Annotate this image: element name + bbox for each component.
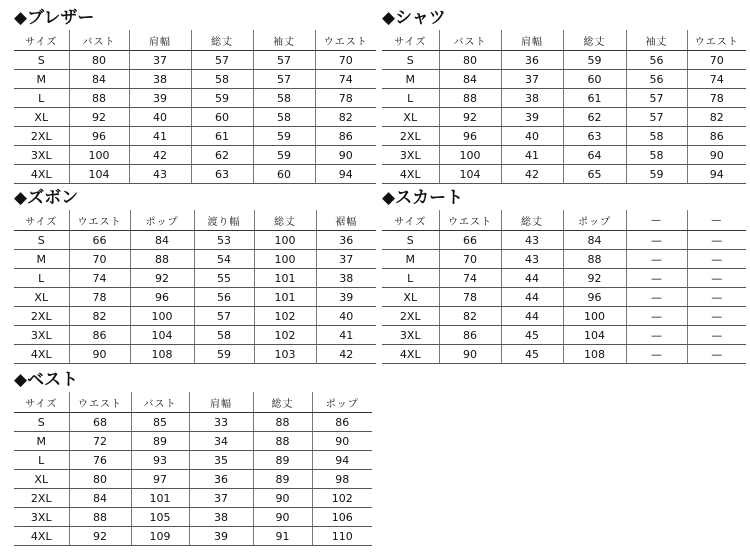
- value-cell: 108: [563, 345, 626, 364]
- value-cell: 85: [131, 413, 189, 432]
- shirt-title: ◆シャツ: [382, 8, 446, 28]
- size-cell: 3XL: [382, 326, 439, 345]
- column-header: ポップ: [312, 392, 372, 413]
- value-cell: 88: [130, 250, 194, 269]
- column-header: ポップ: [130, 210, 194, 231]
- value-cell: 78: [315, 89, 376, 108]
- size-cell: 4XL: [14, 527, 69, 546]
- value-cell: 104: [439, 165, 501, 184]
- value-cell: 86: [312, 413, 372, 432]
- value-cell: 110: [312, 527, 372, 546]
- column-header: サイズ: [382, 30, 439, 51]
- value-cell: 66: [69, 231, 130, 250]
- size-cell: 3XL: [14, 146, 69, 165]
- value-cell: 40: [501, 127, 563, 146]
- value-cell: 101: [131, 489, 189, 508]
- value-cell: 92: [130, 269, 194, 288]
- value-cell: 80: [439, 51, 501, 70]
- value-cell: 64: [563, 146, 626, 165]
- value-cell: 59: [253, 127, 315, 146]
- column-header: 総丈: [563, 30, 626, 51]
- value-cell: 102: [254, 326, 316, 345]
- value-cell: 70: [315, 51, 376, 70]
- table-row: [14, 165, 376, 184]
- value-cell: 44: [501, 269, 563, 288]
- value-cell: 74: [439, 269, 501, 288]
- value-cell: 36: [316, 231, 376, 250]
- value-cell: 36: [501, 51, 563, 70]
- value-cell: 58: [626, 146, 687, 165]
- value-cell: 38: [189, 508, 253, 527]
- value-cell: 39: [501, 108, 563, 127]
- value-cell: 88: [253, 432, 312, 451]
- value-cell: 66: [439, 231, 501, 250]
- value-cell: —: [687, 250, 746, 269]
- table-row: [382, 307, 746, 326]
- header-row: [14, 392, 372, 413]
- column-header: 総丈: [253, 392, 312, 413]
- value-cell: 38: [129, 70, 191, 89]
- table-row: [14, 508, 372, 527]
- value-cell: 106: [312, 508, 372, 527]
- value-cell: 74: [687, 70, 746, 89]
- value-cell: 90: [253, 489, 312, 508]
- value-cell: 82: [315, 108, 376, 127]
- pants-title: ◆ズボン: [14, 188, 79, 208]
- value-cell: 61: [191, 127, 253, 146]
- value-cell: 72: [69, 432, 131, 451]
- value-cell: 78: [69, 288, 130, 307]
- size-cell: S: [382, 231, 439, 250]
- value-cell: 45: [501, 345, 563, 364]
- value-cell: 80: [69, 51, 129, 70]
- size-cell: S: [14, 231, 69, 250]
- value-cell: 96: [69, 127, 129, 146]
- value-cell: 56: [626, 70, 687, 89]
- table-row: [14, 326, 376, 345]
- value-cell: —: [687, 326, 746, 345]
- column-header: ポップ: [563, 210, 626, 231]
- size-cell: L: [14, 451, 69, 470]
- size-cell: M: [14, 432, 69, 451]
- value-cell: 44: [501, 307, 563, 326]
- table-row: [382, 250, 746, 269]
- value-cell: 96: [439, 127, 501, 146]
- value-cell: —: [626, 307, 687, 326]
- size-cell: XL: [382, 288, 439, 307]
- size-cell: 4XL: [14, 165, 69, 184]
- value-cell: 57: [194, 307, 254, 326]
- table-row: [382, 127, 746, 146]
- column-header: サイズ: [382, 210, 439, 231]
- column-header: 袖丈: [626, 30, 687, 51]
- value-cell: 90: [439, 345, 501, 364]
- table-row: [382, 269, 746, 288]
- value-cell: 54: [194, 250, 254, 269]
- column-header: 肩幅: [189, 392, 253, 413]
- value-cell: 41: [316, 326, 376, 345]
- header-row: [382, 210, 746, 231]
- skirt-section: [382, 186, 746, 364]
- size-cell: 2XL: [14, 489, 69, 508]
- value-cell: 101: [254, 269, 316, 288]
- value-cell: 53: [194, 231, 254, 250]
- value-cell: 62: [563, 108, 626, 127]
- value-cell: 101: [254, 288, 316, 307]
- size-cell: 3XL: [382, 146, 439, 165]
- value-cell: 84: [563, 231, 626, 250]
- value-cell: 37: [501, 70, 563, 89]
- table-row: [14, 146, 376, 165]
- value-cell: 42: [129, 146, 191, 165]
- value-cell: 82: [69, 307, 130, 326]
- value-cell: 100: [254, 250, 316, 269]
- value-cell: 59: [194, 345, 254, 364]
- value-cell: 100: [439, 146, 501, 165]
- vest-size-table: [14, 392, 372, 546]
- value-cell: 57: [253, 51, 315, 70]
- value-cell: 88: [439, 89, 501, 108]
- size-cell: XL: [14, 470, 69, 489]
- value-cell: 84: [130, 231, 194, 250]
- value-cell: 89: [253, 470, 312, 489]
- value-cell: 89: [253, 451, 312, 470]
- value-cell: —: [687, 345, 746, 364]
- value-cell: 65: [563, 165, 626, 184]
- value-cell: 58: [626, 127, 687, 146]
- column-header: —: [626, 210, 687, 231]
- column-header: 総丈: [191, 30, 253, 51]
- value-cell: 57: [626, 108, 687, 127]
- value-cell: 70: [687, 51, 746, 70]
- value-cell: 59: [626, 165, 687, 184]
- size-cell: L: [382, 89, 439, 108]
- value-cell: 41: [129, 127, 191, 146]
- value-cell: 86: [439, 326, 501, 345]
- value-cell: 39: [316, 288, 376, 307]
- table-row: [14, 432, 372, 451]
- value-cell: 58: [253, 89, 315, 108]
- value-cell: 58: [194, 326, 254, 345]
- value-cell: 88: [253, 413, 312, 432]
- shirt-size-table: [382, 30, 746, 184]
- value-cell: 100: [254, 231, 316, 250]
- value-cell: 62: [191, 146, 253, 165]
- size-cell: L: [14, 269, 69, 288]
- table-row: [14, 108, 376, 127]
- pants-size-table: [14, 210, 376, 364]
- size-cell: S: [382, 51, 439, 70]
- value-cell: 92: [69, 527, 131, 546]
- value-cell: —: [687, 231, 746, 250]
- column-header: サイズ: [14, 392, 69, 413]
- value-cell: 90: [253, 508, 312, 527]
- value-cell: 96: [130, 288, 194, 307]
- value-cell: 57: [626, 89, 687, 108]
- size-cell: 4XL: [382, 165, 439, 184]
- value-cell: 59: [253, 146, 315, 165]
- value-cell: 92: [439, 108, 501, 127]
- value-cell: —: [626, 326, 687, 345]
- value-cell: 74: [315, 70, 376, 89]
- table-row: [14, 250, 376, 269]
- value-cell: 42: [316, 345, 376, 364]
- value-cell: 78: [687, 89, 746, 108]
- value-cell: 80: [69, 470, 131, 489]
- value-cell: 82: [439, 307, 501, 326]
- value-cell: 60: [563, 70, 626, 89]
- value-cell: 105: [131, 508, 189, 527]
- value-cell: 78: [439, 288, 501, 307]
- value-cell: 86: [69, 326, 130, 345]
- column-header: バスト: [131, 392, 189, 413]
- skirt-title: ◆スカート: [382, 188, 464, 208]
- column-header: ウエスト: [69, 210, 130, 231]
- table-row: [382, 70, 746, 89]
- size-cell: 4XL: [382, 345, 439, 364]
- value-cell: 37: [316, 250, 376, 269]
- value-cell: 90: [315, 146, 376, 165]
- value-cell: 94: [315, 165, 376, 184]
- value-cell: 100: [563, 307, 626, 326]
- table-row: [14, 489, 372, 508]
- size-cell: XL: [14, 288, 69, 307]
- value-cell: 57: [253, 70, 315, 89]
- size-cell: 3XL: [14, 508, 69, 527]
- value-cell: 93: [131, 451, 189, 470]
- value-cell: 34: [189, 432, 253, 451]
- table-row: [14, 51, 376, 70]
- value-cell: 68: [69, 413, 131, 432]
- table-row: [382, 288, 746, 307]
- value-cell: 103: [254, 345, 316, 364]
- value-cell: 37: [129, 51, 191, 70]
- table-row: [382, 51, 746, 70]
- value-cell: 84: [69, 70, 129, 89]
- value-cell: 36: [189, 470, 253, 489]
- value-cell: 98: [312, 470, 372, 489]
- table-row: [14, 451, 372, 470]
- value-cell: 70: [69, 250, 130, 269]
- value-cell: 43: [501, 250, 563, 269]
- size-cell: L: [382, 269, 439, 288]
- value-cell: 84: [439, 70, 501, 89]
- header-row: [14, 30, 376, 51]
- value-cell: 104: [130, 326, 194, 345]
- table-row: [382, 108, 746, 127]
- value-cell: 100: [130, 307, 194, 326]
- value-cell: 55: [194, 269, 254, 288]
- size-cell: 2XL: [14, 127, 69, 146]
- value-cell: 88: [69, 508, 131, 527]
- value-cell: 96: [563, 288, 626, 307]
- value-cell: 37: [189, 489, 253, 508]
- value-cell: 89: [131, 432, 189, 451]
- size-cell: 2XL: [382, 127, 439, 146]
- value-cell: 109: [131, 527, 189, 546]
- column-header: 袖丈: [253, 30, 315, 51]
- value-cell: —: [687, 307, 746, 326]
- column-header: サイズ: [14, 30, 69, 51]
- value-cell: 44: [501, 288, 563, 307]
- pants-section: [14, 186, 376, 364]
- value-cell: 58: [191, 70, 253, 89]
- value-cell: 104: [563, 326, 626, 345]
- value-cell: 33: [189, 413, 253, 432]
- value-cell: 63: [563, 127, 626, 146]
- column-header: 渡り幅: [194, 210, 254, 231]
- column-header: ウエスト: [687, 30, 746, 51]
- value-cell: 40: [129, 108, 191, 127]
- table-row: [14, 231, 376, 250]
- size-cell: 2XL: [14, 307, 69, 326]
- value-cell: 108: [130, 345, 194, 364]
- column-header: ウエスト: [439, 210, 501, 231]
- table-row: [382, 165, 746, 184]
- header-row: [14, 210, 376, 231]
- value-cell: 90: [312, 432, 372, 451]
- table-row: [382, 146, 746, 165]
- shirt-section: [382, 6, 746, 184]
- size-cell: M: [382, 70, 439, 89]
- size-cell: M: [382, 250, 439, 269]
- value-cell: 97: [131, 470, 189, 489]
- table-row: [382, 231, 746, 250]
- value-cell: 60: [253, 165, 315, 184]
- value-cell: 90: [69, 345, 130, 364]
- blazer-title: ◆ブレザー: [14, 8, 95, 28]
- skirt-size-table: [382, 210, 746, 364]
- value-cell: 94: [312, 451, 372, 470]
- value-cell: —: [687, 269, 746, 288]
- value-cell: —: [626, 345, 687, 364]
- value-cell: —: [626, 231, 687, 250]
- column-header: サイズ: [14, 210, 69, 231]
- value-cell: 104: [69, 165, 129, 184]
- value-cell: 63: [191, 165, 253, 184]
- column-header: ウエスト: [69, 392, 131, 413]
- vest-title: ◆ベスト: [14, 370, 79, 390]
- value-cell: 42: [501, 165, 563, 184]
- value-cell: 41: [501, 146, 563, 165]
- value-cell: 59: [191, 89, 253, 108]
- value-cell: 58: [253, 108, 315, 127]
- value-cell: 84: [69, 489, 131, 508]
- header-row: [382, 30, 746, 51]
- value-cell: 43: [501, 231, 563, 250]
- value-cell: 35: [189, 451, 253, 470]
- table-row: [14, 70, 376, 89]
- value-cell: —: [626, 288, 687, 307]
- value-cell: 76: [69, 451, 131, 470]
- table-row: [14, 127, 376, 146]
- table-row: [382, 89, 746, 108]
- size-cell: 3XL: [14, 326, 69, 345]
- table-row: [14, 288, 376, 307]
- value-cell: 57: [191, 51, 253, 70]
- value-cell: 88: [69, 89, 129, 108]
- value-cell: 39: [129, 89, 191, 108]
- value-cell: 92: [563, 269, 626, 288]
- value-cell: 59: [563, 51, 626, 70]
- size-cell: XL: [382, 108, 439, 127]
- value-cell: 45: [501, 326, 563, 345]
- column-header: 裾幅: [316, 210, 376, 231]
- column-header: 総丈: [254, 210, 316, 231]
- value-cell: —: [626, 269, 687, 288]
- size-cell: S: [14, 413, 69, 432]
- table-row: [14, 269, 376, 288]
- value-cell: 92: [69, 108, 129, 127]
- table-row: [14, 345, 376, 364]
- value-cell: 39: [189, 527, 253, 546]
- vest-section: [14, 368, 372, 546]
- value-cell: 86: [687, 127, 746, 146]
- blazer-size-table: [14, 30, 376, 184]
- value-cell: 60: [191, 108, 253, 127]
- size-cell: M: [14, 250, 69, 269]
- size-cell: 4XL: [14, 345, 69, 364]
- value-cell: 88: [563, 250, 626, 269]
- size-cell: L: [14, 89, 69, 108]
- value-cell: 40: [316, 307, 376, 326]
- value-cell: 102: [312, 489, 372, 508]
- column-header: バスト: [439, 30, 501, 51]
- value-cell: —: [687, 288, 746, 307]
- size-cell: XL: [14, 108, 69, 127]
- value-cell: 102: [254, 307, 316, 326]
- column-header: 総丈: [501, 210, 563, 231]
- table-row: [382, 326, 746, 345]
- value-cell: 82: [687, 108, 746, 127]
- value-cell: 43: [129, 165, 191, 184]
- column-header: 肩幅: [129, 30, 191, 51]
- value-cell: 56: [194, 288, 254, 307]
- table-row: [14, 470, 372, 489]
- table-row: [14, 89, 376, 108]
- value-cell: 90: [687, 146, 746, 165]
- value-cell: 38: [501, 89, 563, 108]
- table-row: [14, 307, 376, 326]
- size-cell: S: [14, 51, 69, 70]
- value-cell: 38: [316, 269, 376, 288]
- column-header: —: [687, 210, 746, 231]
- value-cell: 56: [626, 51, 687, 70]
- size-cell: M: [14, 70, 69, 89]
- value-cell: 91: [253, 527, 312, 546]
- value-cell: 94: [687, 165, 746, 184]
- size-cell: 2XL: [382, 307, 439, 326]
- value-cell: 74: [69, 269, 130, 288]
- value-cell: 70: [439, 250, 501, 269]
- column-header: 肩幅: [501, 30, 563, 51]
- blazer-section: [14, 6, 376, 184]
- table-row: [14, 413, 372, 432]
- table-row: [382, 345, 746, 364]
- value-cell: —: [626, 250, 687, 269]
- value-cell: 86: [315, 127, 376, 146]
- value-cell: 100: [69, 146, 129, 165]
- value-cell: 61: [563, 89, 626, 108]
- column-header: ウエスト: [315, 30, 376, 51]
- table-row: [14, 527, 372, 546]
- column-header: バスト: [69, 30, 129, 51]
